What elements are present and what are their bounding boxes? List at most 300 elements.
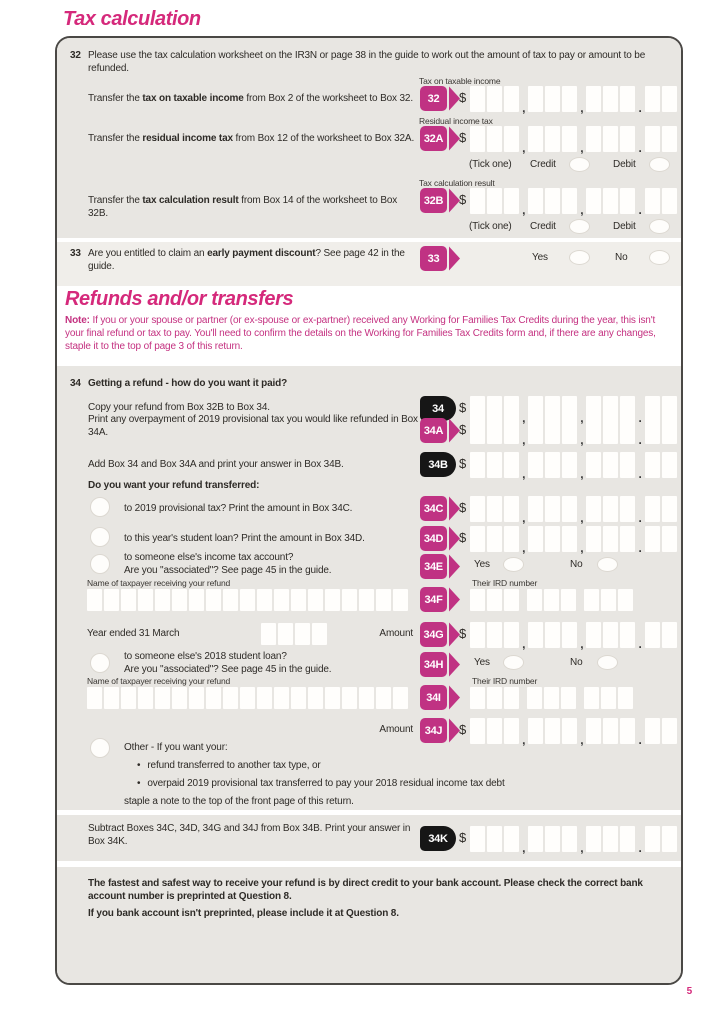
- arrow-right-icon: [449, 587, 460, 612]
- digit-cell[interactable]: [487, 622, 502, 648]
- digit-cell[interactable]: [206, 687, 221, 709]
- digit-cell[interactable]: [584, 589, 599, 611]
- q34h-no-label: No: [570, 657, 583, 668]
- digit-cell[interactable]: [618, 687, 633, 709]
- digit-cell[interactable]: [504, 496, 519, 522]
- digit-cell[interactable]: [487, 496, 502, 522]
- digit-cell[interactable]: [528, 188, 543, 214]
- digit-cell[interactable]: [291, 687, 306, 709]
- digit-cell[interactable]: [586, 86, 601, 112]
- digit-cell[interactable]: [603, 622, 618, 648]
- digit-cell[interactable]: [155, 687, 170, 709]
- credit-label-2: Credit: [530, 221, 556, 232]
- digit-cell[interactable]: [308, 687, 323, 709]
- digit-cell[interactable]: [586, 526, 601, 552]
- dollar-sign: $: [459, 90, 467, 105]
- digit-cell[interactable]: [586, 622, 601, 648]
- digit-cell[interactable]: [189, 687, 204, 709]
- digit-cell[interactable]: [545, 418, 560, 444]
- comma-separator: ,: [522, 733, 526, 747]
- box-label-33: 33: [420, 246, 447, 271]
- comma-separator: ,: [580, 203, 584, 217]
- digit-cell[interactable]: [359, 589, 374, 611]
- digit-cell[interactable]: [603, 526, 618, 552]
- decimal-separator: .: [638, 637, 642, 651]
- digit-cell[interactable]: [189, 589, 204, 611]
- digit-cell[interactable]: [393, 589, 408, 611]
- digit-cell[interactable]: [545, 622, 560, 648]
- digit-cell[interactable]: [645, 826, 660, 852]
- digit-cell[interactable]: [645, 496, 660, 522]
- tick-one-label-1: (Tick one): [469, 159, 512, 170]
- digit-cell[interactable]: [138, 687, 153, 709]
- digit-cell[interactable]: [470, 496, 485, 522]
- radio-34h[interactable]: [90, 653, 110, 673]
- year-ended-label: Year ended 31 March: [87, 628, 180, 639]
- digit-cell[interactable]: [562, 526, 577, 552]
- box-marker-34i: [420, 685, 460, 710]
- debit-tick-oval-2[interactable]: [649, 219, 670, 234]
- digit-cell[interactable]: [620, 126, 635, 152]
- money-field-34k: [459, 826, 677, 855]
- label-name-of-taxpayer-1: Name of taxpayer receiving your refund: [87, 578, 231, 588]
- comma-separator: ,: [522, 511, 526, 525]
- comma-separator: ,: [522, 841, 526, 855]
- digit-cell[interactable]: [295, 623, 310, 645]
- box-marker-32b: [420, 188, 460, 213]
- digit-cell[interactable]: [312, 623, 327, 645]
- credit-tick-oval-1[interactable]: [569, 157, 590, 172]
- digit-cell[interactable]: [528, 718, 543, 744]
- digit-cell[interactable]: [504, 526, 519, 552]
- digit-cell[interactable]: [603, 418, 618, 444]
- q34-row34h-line1: to someone else's 2018 student loan?: [124, 651, 287, 662]
- q34-row34a-text: Print any overpayment of 2019 provisional tax you would like refunded in Box 34A.: [88, 414, 418, 438]
- ird-number-cells-2: [470, 687, 633, 709]
- digit-cell[interactable]: [470, 526, 485, 552]
- amount-cells-34j: [470, 718, 677, 747]
- ird-number-cells-1: [470, 589, 633, 611]
- credit-tick-oval-2[interactable]: [569, 219, 590, 234]
- digit-cell[interactable]: [528, 126, 543, 152]
- box-label-34c: 34C: [420, 496, 447, 521]
- amount-cells-32: [470, 86, 677, 115]
- q34h-yes-oval[interactable]: [503, 655, 524, 670]
- digit-cell[interactable]: [545, 188, 560, 214]
- digit-cell[interactable]: [562, 188, 577, 214]
- digit-cell[interactable]: [620, 622, 635, 648]
- digit-cell[interactable]: [487, 687, 502, 709]
- digit-cell[interactable]: [487, 86, 502, 112]
- amount-label-34j: Amount: [379, 724, 413, 735]
- q34-transfer-heading: Do you want your refund transferred:: [88, 480, 260, 491]
- digit-cell[interactable]: [645, 86, 660, 112]
- decimal-separator: .: [638, 511, 642, 525]
- digit-cell[interactable]: [470, 86, 485, 112]
- digit-cell[interactable]: [487, 826, 502, 852]
- decimal-separator: .: [638, 101, 642, 115]
- refunds-note-bold: Note:: [65, 315, 90, 326]
- q34-row34e-line1: to someone else's income tax account?: [124, 552, 294, 563]
- digit-cell[interactable]: [586, 452, 601, 478]
- money-field-34a: [459, 418, 677, 447]
- box-label-34f: 34F: [420, 587, 447, 612]
- box-marker-34g: [420, 622, 460, 647]
- digit-cell[interactable]: [620, 452, 635, 478]
- amount-label-34g: Amount: [379, 628, 413, 639]
- digit-cell[interactable]: [257, 687, 272, 709]
- digit-cell[interactable]: [545, 86, 560, 112]
- q32-row2-text: [88, 133, 418, 146]
- year-cells: [261, 623, 327, 645]
- digit-cell[interactable]: [104, 687, 119, 709]
- digit-cell[interactable]: [662, 418, 677, 444]
- q32-row2-post: from Box 12 of the worksheet to Box 32A.: [232, 133, 415, 144]
- digit-cell[interactable]: [504, 126, 519, 152]
- digit-cell[interactable]: [562, 718, 577, 744]
- digit-cell[interactable]: [528, 418, 543, 444]
- box-marker-34c: [420, 496, 460, 521]
- digit-cell[interactable]: [586, 418, 601, 444]
- digit-cell[interactable]: [155, 589, 170, 611]
- digit-cell[interactable]: [645, 418, 660, 444]
- q32-row3-bold: tax calculation result: [142, 195, 239, 206]
- other-bullet-1: • refund transferred to another tax type, or: [137, 760, 321, 772]
- digit-cell[interactable]: [470, 126, 485, 152]
- digit-cell[interactable]: [620, 496, 635, 522]
- dollar-sign: $: [459, 400, 467, 415]
- digit-cell[interactable]: [620, 418, 635, 444]
- box-label-34e: 34E: [420, 554, 447, 579]
- box-marker-34d: [420, 526, 460, 551]
- digit-cell[interactable]: [662, 718, 677, 744]
- dollar-sign: $: [459, 456, 467, 471]
- q34e-yes-oval[interactable]: [503, 557, 524, 572]
- digit-cell[interactable]: [528, 622, 543, 648]
- digit-cell[interactable]: [376, 687, 391, 709]
- digit-cell[interactable]: [601, 589, 616, 611]
- digit-cell[interactable]: [586, 718, 601, 744]
- digit-cell[interactable]: [359, 687, 374, 709]
- digit-cell[interactable]: [645, 188, 660, 214]
- digit-cell[interactable]: [545, 526, 560, 552]
- digit-cell[interactable]: [603, 826, 618, 852]
- digit-cell[interactable]: [504, 452, 519, 478]
- q34-row34b-text: Add Box 34 and Box 34A and print your answer in Box 34B.: [88, 459, 344, 470]
- digit-cell[interactable]: [121, 589, 136, 611]
- digit-cell[interactable]: [545, 496, 560, 522]
- digit-cell[interactable]: [223, 589, 238, 611]
- digit-cell[interactable]: [618, 589, 633, 611]
- arrow-right-icon: [449, 685, 460, 710]
- digit-cell[interactable]: [662, 826, 677, 852]
- digit-cell[interactable]: [487, 418, 502, 444]
- digit-cell[interactable]: [223, 687, 238, 709]
- digit-cell[interactable]: [87, 687, 102, 709]
- q33-bold: early payment discount: [207, 248, 316, 259]
- digit-cell[interactable]: [561, 687, 576, 709]
- arrow-right-icon: [449, 652, 460, 677]
- box-label-32b: 32B: [420, 188, 447, 213]
- box-marker-34h: [420, 652, 460, 677]
- digit-cell[interactable]: [342, 687, 357, 709]
- q34-row34e-line2: Are you "associated"? See page 45 in the guide.: [124, 564, 332, 576]
- digit-cell[interactable]: [172, 687, 187, 709]
- digit-cell[interactable]: [274, 687, 289, 709]
- section-heading-refunds: Refunds and/or transfers: [65, 288, 294, 310]
- q34-row34e-text: [124, 552, 424, 577]
- dollar-sign: $: [459, 130, 467, 145]
- comma-separator: ,: [522, 203, 526, 217]
- comma-separator: ,: [522, 141, 526, 155]
- q34-title: Getting a refund - how do you want it paid?: [88, 378, 288, 389]
- digit-cell[interactable]: [504, 589, 519, 611]
- debit-tick-oval-1[interactable]: [649, 157, 670, 172]
- box-label-34d: 34D: [420, 526, 447, 551]
- digit-cell[interactable]: [325, 687, 340, 709]
- q32-intro: Please use the tax calculation worksheet on the IR3N or page 38 in the guide to work out the amount of tax to pay or amount to be refunded.: [88, 50, 646, 74]
- other-bullet-2: • overpaid 2019 provisional tax transferred to pay your 2018 residual income tax debt: [137, 778, 505, 790]
- digit-cell[interactable]: [586, 826, 601, 852]
- digit-cell[interactable]: [561, 589, 576, 611]
- digit-cell[interactable]: [172, 589, 187, 611]
- money-field-34g: [459, 622, 677, 651]
- digit-cell[interactable]: [620, 188, 635, 214]
- comma-separator: ,: [522, 411, 526, 425]
- digit-cell[interactable]: [645, 126, 660, 152]
- digit-cell[interactable]: [545, 126, 560, 152]
- box-label-34k: 34K: [420, 826, 456, 851]
- digit-cell[interactable]: [662, 86, 677, 112]
- dollar-sign: $: [459, 722, 467, 737]
- digit-cell[interactable]: [138, 589, 153, 611]
- digit-cell[interactable]: [645, 526, 660, 552]
- q34h-yes-label: Yes: [474, 657, 490, 668]
- q33-text: [88, 248, 420, 273]
- digit-cell[interactable]: [470, 188, 485, 214]
- q33-yes-oval[interactable]: [569, 250, 590, 265]
- digit-cell[interactable]: [325, 589, 340, 611]
- digit-cell[interactable]: [586, 188, 601, 214]
- box-marker-32a: [420, 126, 460, 151]
- comma-separator: ,: [522, 101, 526, 115]
- q34-row34h-line2: Are you "associated"? See page 45 in the guide.: [124, 663, 332, 675]
- digit-cell[interactable]: [274, 589, 289, 611]
- digit-cell[interactable]: [487, 589, 502, 611]
- dollar-sign: $: [459, 530, 467, 545]
- amount-cells-32a: [470, 126, 677, 155]
- digit-cell[interactable]: [545, 718, 560, 744]
- comma-separator: ,: [580, 541, 584, 555]
- box-label-32: 32: [420, 86, 447, 111]
- digit-cell[interactable]: [545, 452, 560, 478]
- digit-cell[interactable]: [278, 623, 293, 645]
- comma-separator: ,: [522, 541, 526, 555]
- debit-label-2: Debit: [613, 221, 636, 232]
- digit-cell[interactable]: [240, 589, 255, 611]
- comma-separator: ,: [580, 467, 584, 481]
- digit-cell[interactable]: [584, 687, 599, 709]
- digit-cell[interactable]: [545, 826, 560, 852]
- label-tax-calculation-result: Tax calculation result: [419, 178, 495, 188]
- digit-cell[interactable]: [291, 589, 306, 611]
- digit-cell[interactable]: [470, 826, 485, 852]
- digit-cell[interactable]: [562, 496, 577, 522]
- digit-cell[interactable]: [487, 452, 502, 478]
- digit-cell[interactable]: [662, 496, 677, 522]
- digit-cell[interactable]: [603, 126, 618, 152]
- digit-cell[interactable]: [342, 589, 357, 611]
- decimal-separator: .: [638, 733, 642, 747]
- digit-cell[interactable]: [662, 188, 677, 214]
- digit-cell[interactable]: [528, 826, 543, 852]
- digit-cell[interactable]: [470, 687, 485, 709]
- digit-cell[interactable]: [527, 687, 542, 709]
- box-marker-34f: [420, 587, 460, 612]
- digit-cell[interactable]: [620, 826, 635, 852]
- dollar-sign: $: [459, 422, 467, 437]
- q32-row1-pre: Transfer the: [88, 93, 143, 104]
- comma-separator: ,: [580, 433, 584, 447]
- digit-cell[interactable]: [662, 452, 677, 478]
- comma-separator: ,: [580, 511, 584, 525]
- radio-34e[interactable]: [90, 554, 110, 574]
- decimal-separator: .: [638, 433, 642, 447]
- box-marker-34k: [420, 826, 456, 851]
- digit-cell[interactable]: [261, 623, 276, 645]
- digit-cell[interactable]: [504, 718, 519, 744]
- box-label-32a: 32A: [420, 126, 447, 151]
- digit-cell[interactable]: [645, 622, 660, 648]
- digit-cell[interactable]: [662, 622, 677, 648]
- box-label-34b: 34B: [420, 452, 456, 477]
- digit-cell[interactable]: [528, 86, 543, 112]
- taxpayer-name-cells-1: [87, 589, 408, 611]
- digit-cell[interactable]: [308, 589, 323, 611]
- amount-cells-34c: [470, 496, 677, 525]
- digit-cell[interactable]: [104, 589, 119, 611]
- box-marker-32: [420, 86, 460, 111]
- q34h-no-oval[interactable]: [597, 655, 618, 670]
- digit-cell[interactable]: [504, 188, 519, 214]
- digit-cell[interactable]: [87, 589, 102, 611]
- dollar-sign: $: [459, 500, 467, 515]
- digit-cell[interactable]: [504, 622, 519, 648]
- refunds-note: [65, 314, 673, 353]
- digit-cell[interactable]: [603, 452, 618, 478]
- digit-cell[interactable]: [504, 86, 519, 112]
- digit-cell[interactable]: [376, 589, 391, 611]
- digit-cell[interactable]: [240, 687, 255, 709]
- radio-34d[interactable]: [90, 527, 110, 547]
- comma-separator: ,: [522, 433, 526, 447]
- digit-cell[interactable]: [393, 687, 408, 709]
- digit-cell[interactable]: [603, 86, 618, 112]
- digit-cell[interactable]: [504, 687, 519, 709]
- q32-number: 32: [70, 50, 81, 61]
- section-heading-tax-calculation: Tax calculation: [63, 8, 201, 30]
- digit-cell[interactable]: [121, 687, 136, 709]
- q34-row34d-text: to this year's student loan? Print the amount in Box 34D.: [124, 533, 365, 544]
- digit-cell[interactable]: [206, 589, 221, 611]
- digit-cell[interactable]: [562, 418, 577, 444]
- box-marker-34a: [420, 418, 460, 443]
- q33-post: ? See page 42 in the guide.: [88, 248, 405, 272]
- other-label: Other - If you want your:: [124, 742, 228, 753]
- digit-cell[interactable]: [527, 589, 542, 611]
- digit-cell[interactable]: [528, 526, 543, 552]
- digit-cell[interactable]: [470, 452, 485, 478]
- digit-cell[interactable]: [562, 86, 577, 112]
- amount-cells-34d: [470, 526, 677, 555]
- q33-pre: Are you entitled to claim an: [88, 248, 208, 259]
- footer-direct-credit-text: The fastest and safest way to receive your refund is by direct credit to your bank account. Please check the correct bank account number is preprinted at Question 8.: [88, 878, 643, 902]
- digit-cell[interactable]: [528, 496, 543, 522]
- digit-cell[interactable]: [487, 126, 502, 152]
- amount-cells-32b: [470, 188, 677, 217]
- digit-cell[interactable]: [562, 126, 577, 152]
- digit-cell[interactable]: [487, 526, 502, 552]
- digit-cell[interactable]: [620, 718, 635, 744]
- amount-cells-34k: [470, 826, 677, 855]
- digit-cell[interactable]: [487, 188, 502, 214]
- digit-cell[interactable]: [586, 496, 601, 522]
- digit-cell[interactable]: [603, 718, 618, 744]
- digit-cell[interactable]: [487, 718, 502, 744]
- digit-cell[interactable]: [645, 452, 660, 478]
- digit-cell[interactable]: [504, 826, 519, 852]
- digit-cell[interactable]: [504, 418, 519, 444]
- money-field-34j: [459, 718, 677, 747]
- digit-cell[interactable]: [528, 452, 543, 478]
- box-label-34i: 34I: [420, 685, 447, 710]
- digit-cell[interactable]: [645, 718, 660, 744]
- q34-row34h-text: [124, 651, 424, 676]
- digit-cell[interactable]: [586, 126, 601, 152]
- digit-cell[interactable]: [562, 826, 577, 852]
- digit-cell[interactable]: [257, 589, 272, 611]
- money-field-32a: [459, 126, 677, 155]
- amount-cells-34g: [470, 622, 677, 651]
- digit-cell[interactable]: [603, 496, 618, 522]
- radio-34c[interactable]: [90, 497, 110, 517]
- digit-cell[interactable]: [470, 418, 485, 444]
- box-label-34g: 34G: [420, 622, 447, 647]
- box-marker-33: [420, 246, 460, 271]
- digit-cell[interactable]: [620, 526, 635, 552]
- digit-cell[interactable]: [620, 86, 635, 112]
- digit-cell[interactable]: [544, 589, 559, 611]
- q34e-no-oval[interactable]: [597, 557, 618, 572]
- radio-other[interactable]: [90, 738, 110, 758]
- digit-cell[interactable]: [470, 622, 485, 648]
- digit-cell[interactable]: [603, 188, 618, 214]
- digit-cell[interactable]: [662, 526, 677, 552]
- digit-cell[interactable]: [470, 718, 485, 744]
- digit-cell[interactable]: [544, 687, 559, 709]
- q32-row2-pre: Transfer the: [88, 133, 143, 144]
- digit-cell[interactable]: [662, 126, 677, 152]
- digit-cell[interactable]: [562, 622, 577, 648]
- digit-cell[interactable]: [601, 687, 616, 709]
- digit-cell[interactable]: [562, 452, 577, 478]
- label-residual-income-tax: Residual income tax: [419, 116, 493, 126]
- digit-cell[interactable]: [470, 589, 485, 611]
- q32-row3-pre: Transfer the: [88, 195, 143, 206]
- taxpayer-name-cells-2: [87, 687, 408, 709]
- other-staple-note: staple a note to the top of the front page of this return.: [124, 796, 354, 807]
- q33-no-oval[interactable]: [649, 250, 670, 265]
